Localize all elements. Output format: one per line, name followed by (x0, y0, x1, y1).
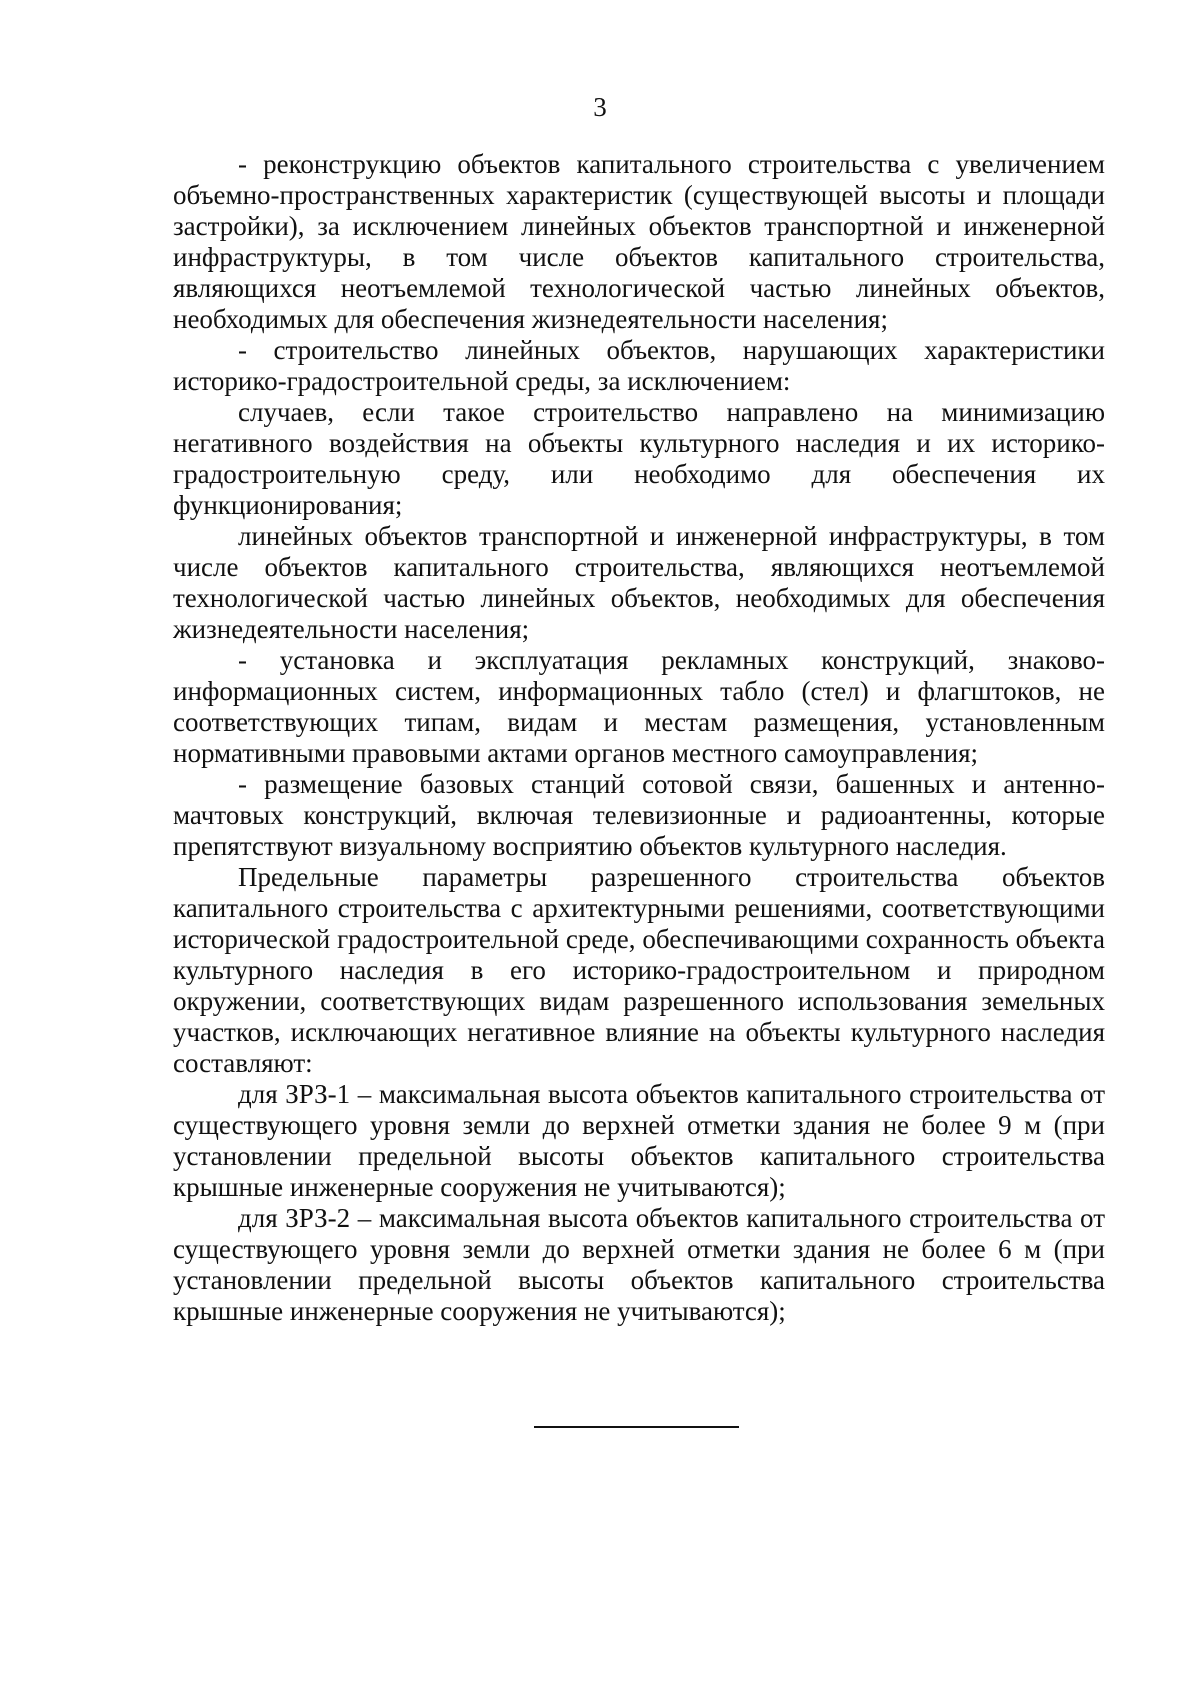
paragraph-advertising: - установка и эксплуатация рекламных конструкций, знаково-информационных систем, информационных табло (стел) и флагштоков, не соответствующих типам, видам и местам размещения, установленным нормативными правовыми актами органов местного самоуправления; (173, 645, 1105, 768)
paragraph-exception-infrastructure: линейных объектов транспортной и инженерной инфраструктуры, в том числе объектов капитального строительства, являющихся неотъемлемой технологической частью линейных объектов, необходимых для обеспечения жизнедеятельности населения; (173, 521, 1105, 644)
paragraph-base-stations: - размещение базовых станций сотовой связи, башенных и антенно-мачтовых конструкций, включая телевизионные и радиоантенны, которые препятствуют визуальному восприятию объектов культурного наследия. (173, 769, 1105, 861)
paragraph-exception-minimization: случаев, если такое строительство направлено на минимизацию негативного воздействия на объекты культурного наследия и их историко-градостроительную среду, или необходимо для обеспечения их функционирования; (173, 397, 1105, 520)
page-number: 3 (593, 92, 607, 122)
paragraph-zrz-2: для ЗРЗ-2 – максимальная высота объектов капитального строительства от существующего уровня земли до верхней отметки здания не более 6 м (при установлении предельной высоты объектов капитального строительства крышные инженерные сооружения не учитываются); (173, 1203, 1105, 1326)
document-body (173, 149, 1105, 1327)
paragraph-limit-parameters: Предельные параметры разрешенного строительства объектов капитального строительства с архитектурными решениями, соответствующими исторической градостроительной среде, обеспечивающими сохранность объекта культурного наследия в его историко-градостроительном и природном окружении, соответствующих видам разрешенного использования земельных участков, исключающих негативное влияние на объекты культурного наследия составляют: (173, 862, 1105, 1078)
end-divider-line (534, 1426, 739, 1428)
paragraph-reconstruction: - реконструкцию объектов капитального строительства с увеличением объемно-пространственных характеристик (существующей высоты и площади застройки), за исключением линейных объектов транспортной и инженерной инфраструктуры, в том числе объектов капитального строительства, являющихся неотъемлемой технологической частью линейных объектов, необходимых для обеспечения жизнедеятельности населения; (173, 149, 1105, 334)
paragraph-zrz-1: для ЗРЗ-1 – максимальная высота объектов капитального строительства от существующего уровня земли до верхней отметки здания не более 9 м (при установлении предельной высоты объектов капитального строительства крышные инженерные сооружения не учитываются); (173, 1079, 1105, 1202)
paragraph-linear-objects: - строительство линейных объектов, нарушающих характеристики историко-градостроительной среды, за исключением: (173, 335, 1105, 396)
